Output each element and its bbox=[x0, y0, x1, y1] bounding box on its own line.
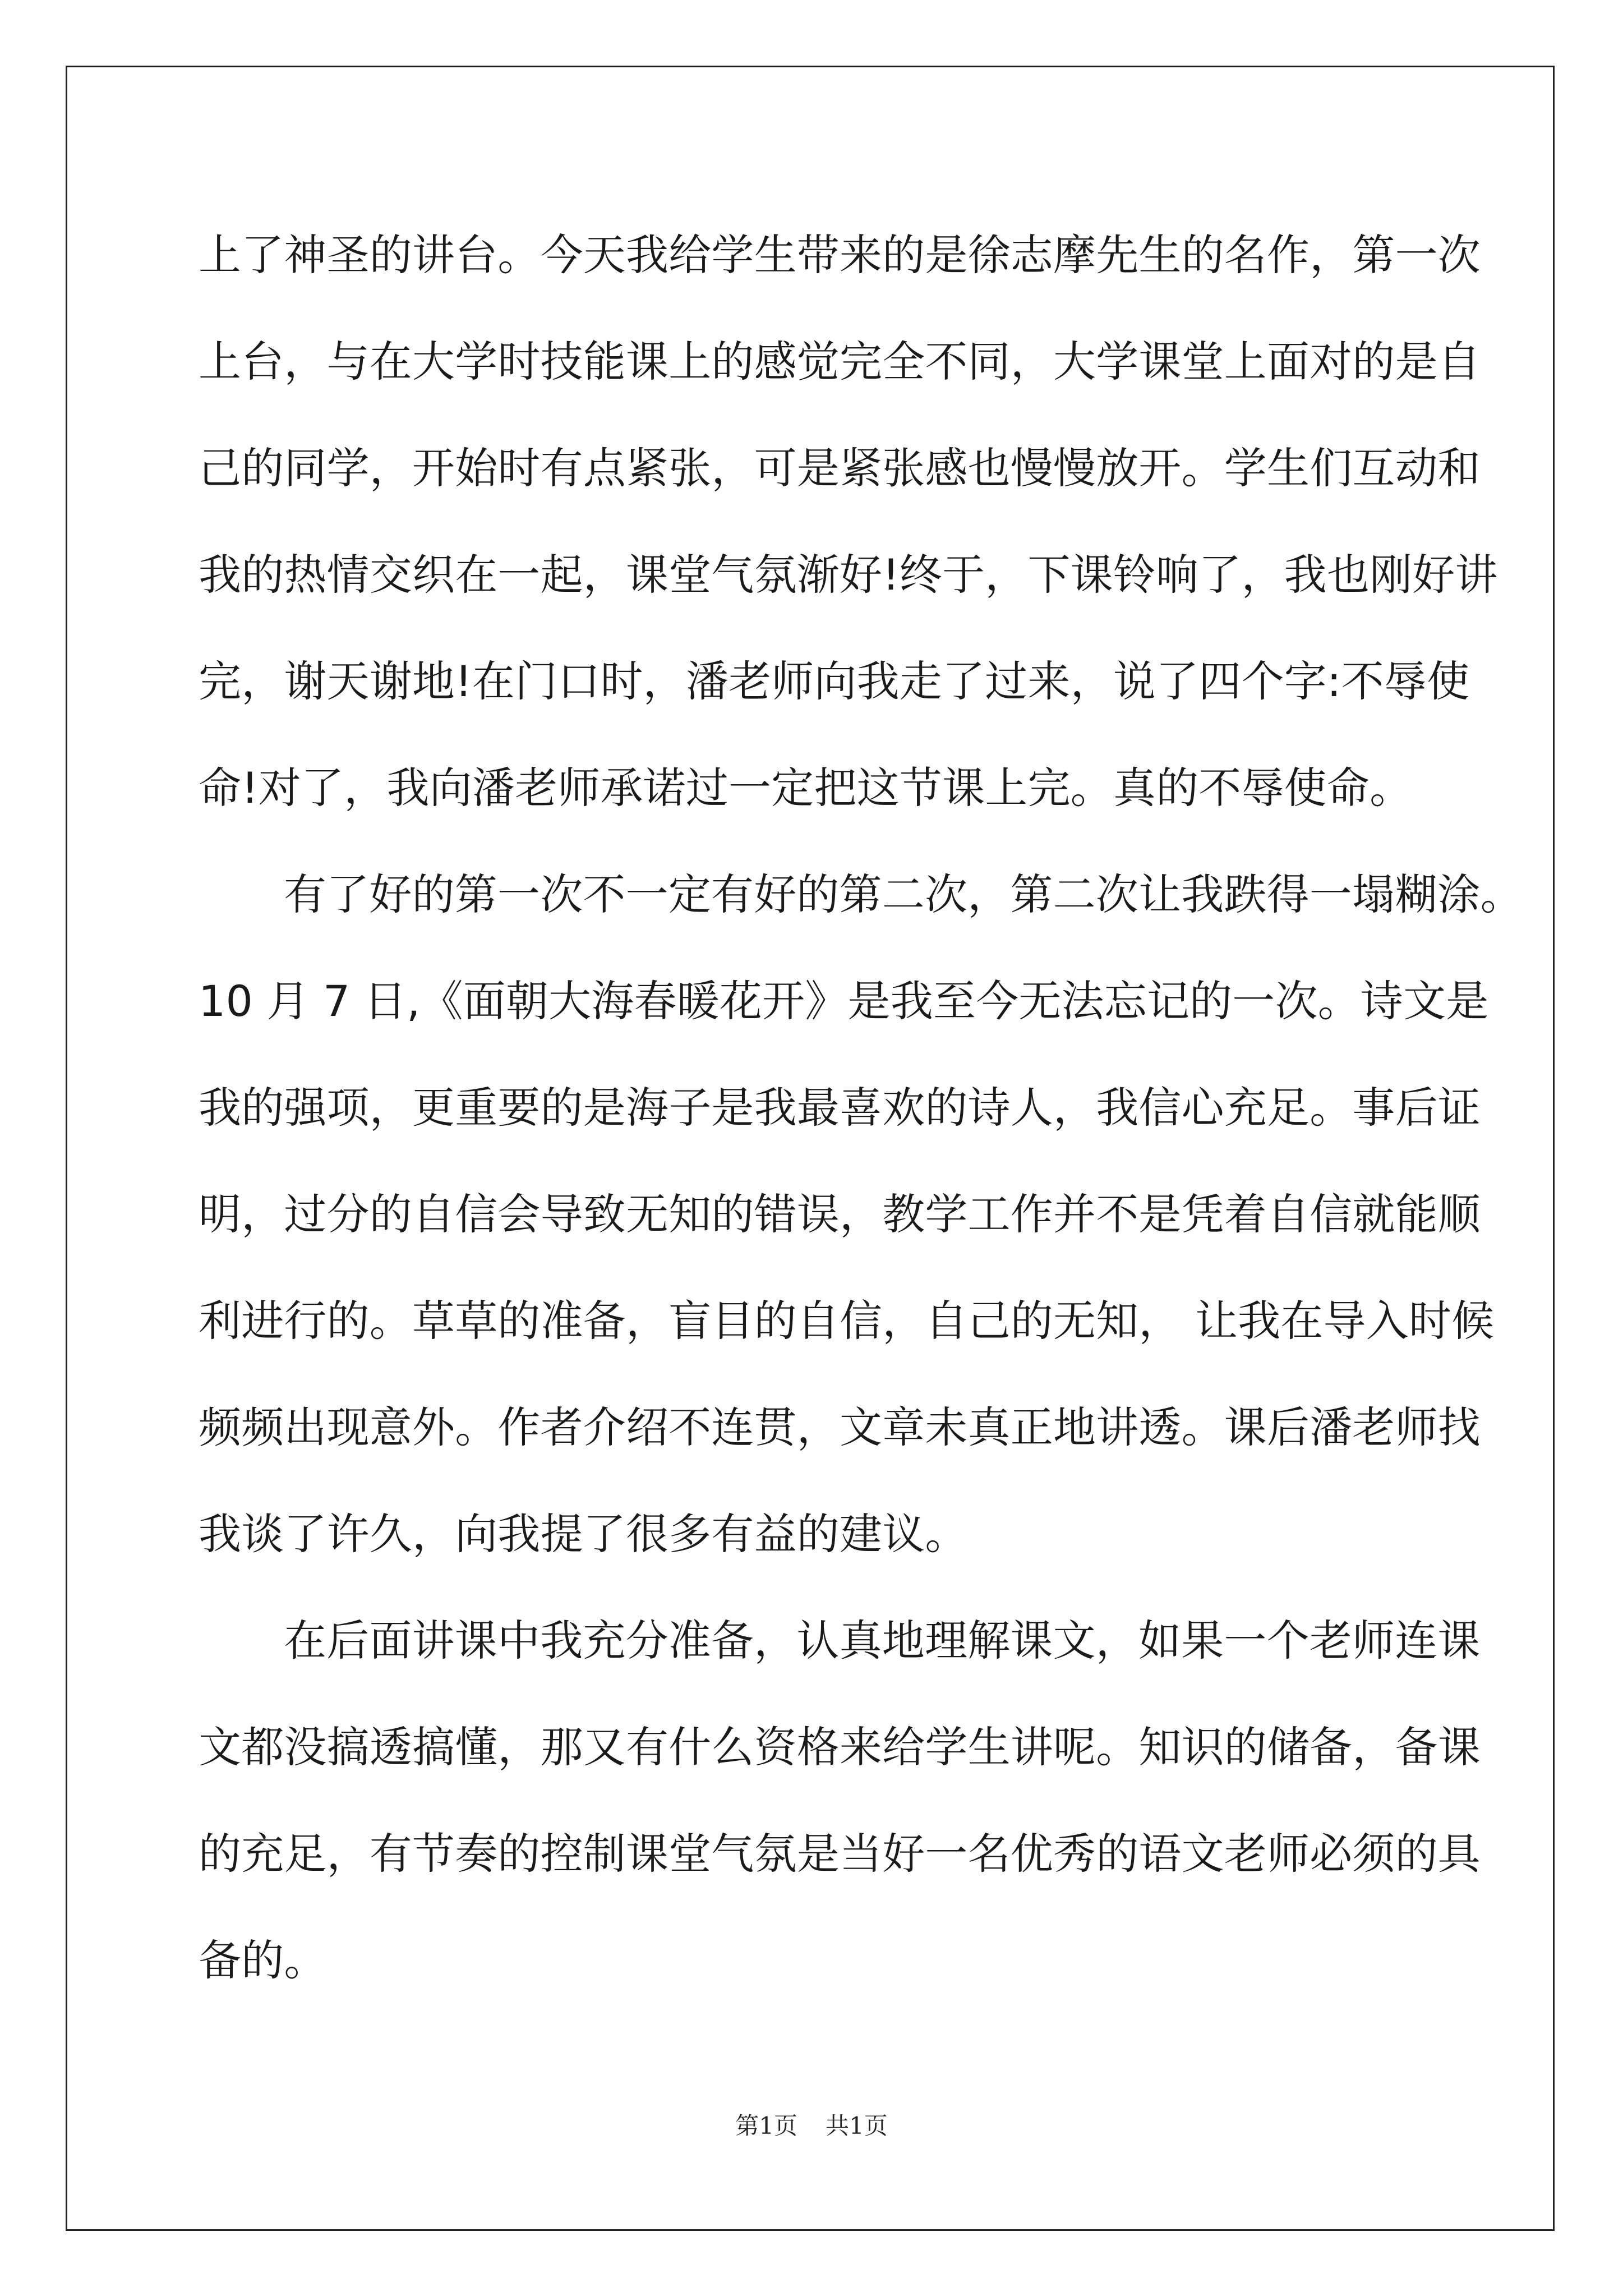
text-line: 的充足，有节奏的控制课堂气氛是当好一名优秀的语文老师必须的具 bbox=[199, 1829, 1481, 1879]
page-number-current: 第1页 bbox=[735, 2112, 797, 2139]
paragraph-start-line: 有了好的第一次不一定有好的第二次，第二次让我跌得一塌糊涂。 bbox=[284, 869, 1523, 919]
text-line: 文都没搞透搞懂，那又有什么资格来给学生讲呢。知识的储备，备课 bbox=[199, 1722, 1481, 1772]
text-line: 10 月 7 日,《面朝大海春暖花开》是我至今无法忘记的一次。诗文是 bbox=[199, 976, 1489, 1026]
text-line: 我的热情交织在一起，课堂气氛渐好!终于，下课铃响了，我也刚好讲 bbox=[199, 550, 1498, 600]
document-body bbox=[199, 202, 1523, 2014]
text-line: 上台，与在大学时技能课上的感觉完全不同，大学课堂上面对的是自 bbox=[199, 337, 1481, 386]
text-line: 备的。 bbox=[199, 1935, 327, 1985]
text-line: 我的强项，更重要的是海子是我最喜欢的诗人，我信心充足。事后证 bbox=[199, 1083, 1481, 1133]
page-number-total: 共1页 bbox=[826, 2112, 888, 2139]
text-line: 完，谢天谢地!在门口时，潘老师向我走了过来，说了四个字:不辱使 bbox=[199, 656, 1470, 706]
text-line: 频频出现意外。作者介绍不连贯，文章未真正地讲透。课后潘老师找 bbox=[199, 1402, 1481, 1452]
page-footer bbox=[0, 2109, 1623, 2143]
text-line: 上了神圣的讲台。今天我给学生带来的是徐志摩先生的名作，第一次 bbox=[199, 230, 1481, 280]
text-line: 明，过分的自信会导致无知的错误，教学工作并不是凭着自信就能顺 bbox=[199, 1189, 1481, 1239]
text-line: 我谈了许久，向我提了很多有益的建议。 bbox=[199, 1509, 968, 1559]
text-line: 利进行的。草草的准备，盲目的自信，自己的无知， 让我在导入时候 bbox=[199, 1296, 1495, 1346]
paragraph-start-line: 在后面讲课中我充分准备，认真地理解课文，如果一个老师连课 bbox=[284, 1616, 1481, 1665]
text-line: 命!对了，我向潘老师承诺过一定把这节课上完。真的不辱使命。 bbox=[199, 763, 1413, 813]
text-line: 己的同学，开始时有点紧张，可是紧张感也慢慢放开。学生们互动和 bbox=[199, 443, 1481, 493]
